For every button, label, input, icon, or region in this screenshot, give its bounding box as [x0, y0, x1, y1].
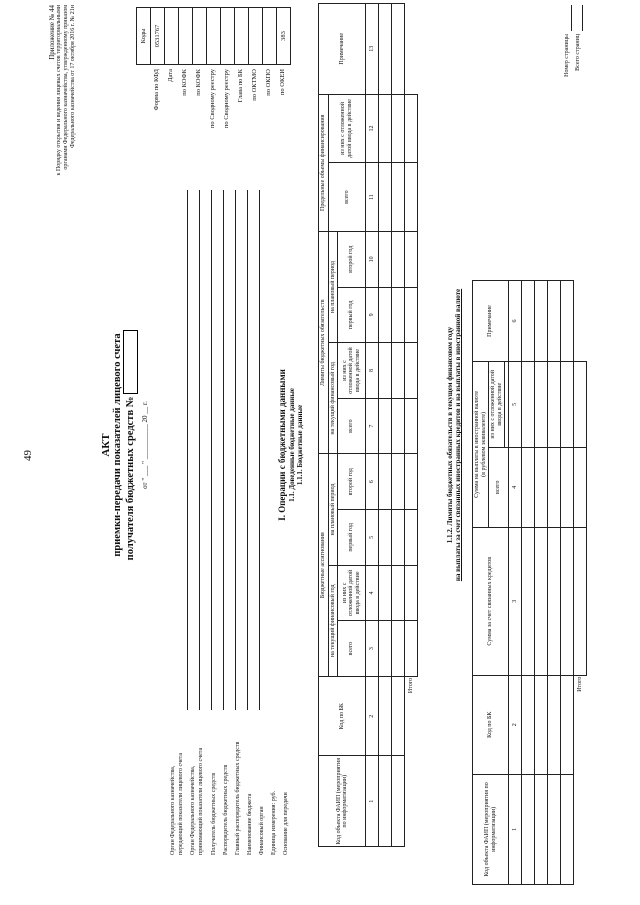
- field-label: Орган Федерального казначейства,: [190, 765, 196, 855]
- code-value[interactable]: [165, 8, 179, 65]
- col-number: 3: [366, 621, 379, 677]
- fx-limits-table: [472, 280, 587, 885]
- col-number: 5: [509, 361, 522, 447]
- code-label: Глава по БК: [237, 69, 244, 103]
- th-ba: Бюджетные ассигнования: [319, 454, 329, 676]
- appendix-title: Приложение № 44: [48, 5, 56, 60]
- appendix-line: к Порядку открытия и ведения лицевых счетов территориальными: [56, 5, 63, 176]
- col-number: 12: [366, 94, 379, 163]
- th-ba-plan: на плановый период: [328, 454, 338, 565]
- code-value[interactable]: [263, 8, 277, 65]
- col-number: 6: [509, 281, 522, 362]
- th-code-obj: Код объекта ФАИП (мероприятия по информатизации): [319, 756, 366, 847]
- field-line[interactable]: [247, 190, 248, 710]
- th-ba-incl: из них с отложенной датой ввода в действие: [338, 565, 366, 621]
- field-label: Основание для передачи: [283, 792, 289, 855]
- table-row[interactable]: [379, 4, 392, 847]
- footer-pages: [562, 5, 584, 125]
- field-label: принимающий показатели лицевого счета: [198, 747, 204, 855]
- col-number: 1: [509, 774, 522, 884]
- field-label: Орган Федерального казначейства,: [170, 765, 176, 855]
- field-label: Финансовый орган: [259, 806, 265, 855]
- th-code-bk: Код по БК: [319, 676, 366, 756]
- table-row[interactable]: [561, 281, 574, 885]
- col-number: 7: [366, 398, 379, 454]
- t2-th-sum-credit: Сумма за счет связанных кредитов: [473, 527, 509, 675]
- code-label: по КОФК: [195, 69, 202, 96]
- section112-heading: [446, 215, 463, 655]
- title-line3: получателя бюджетных средств №: [124, 396, 136, 561]
- table-row[interactable]: [548, 281, 561, 885]
- code-value[interactable]: [193, 8, 207, 65]
- appendix-line: Федерального казначейства от 17 октября 2016 г. № 21н: [70, 5, 77, 148]
- total-pages-label: Всего страниц: [575, 34, 582, 71]
- section1-sub1: 1.1. Доведенные бюджетные данные: [287, 388, 296, 502]
- section112-title2: на выплаты за счет связанных иностранных кредитов и на выплаты в иностранной валюте: [454, 288, 463, 582]
- title-line2: приемки-передачи показателей лицевого счета: [112, 333, 123, 557]
- section1-sub11: 1.1.1. Бюджетные данные: [296, 404, 305, 486]
- field-label: передающий показатели лицевого счета: [178, 752, 184, 855]
- col-number: 9: [366, 287, 379, 343]
- appendix-line: органами Федерального казначейства, утвержденному приказом: [63, 5, 70, 170]
- code-label: по ОКПО: [265, 69, 272, 96]
- th-note: Примечание: [319, 4, 366, 95]
- th-lbo-cur: на текущий финансовый год: [328, 343, 338, 454]
- code-value[interactable]: [221, 8, 235, 65]
- field-line[interactable]: [199, 190, 200, 710]
- th-ba-cur: на текущий финансовый год: [328, 565, 338, 676]
- code-label: по Сводному реестру: [223, 69, 230, 129]
- page-number: 49: [22, 450, 34, 461]
- section1-heading: [277, 245, 305, 645]
- field-label: Главный распорядитель бюджетных средств: [235, 741, 241, 855]
- col-number: 3: [509, 527, 522, 675]
- field-label: Распорядитель бюджетных средств: [223, 764, 229, 855]
- act-title: [100, 285, 149, 605]
- code-label: по Сводному реестру: [209, 69, 216, 129]
- field-line[interactable]: [211, 190, 212, 710]
- t2-th-sum-fx-text: Сумма на выплаты в иностранной валюте: [474, 391, 480, 498]
- col-number: 6: [366, 454, 379, 510]
- code-label: по КОФК: [181, 69, 188, 96]
- t2-th-code-obj: Код объекта ФАИП (мероприятия по информатизации): [473, 774, 509, 884]
- col-number: 5: [366, 510, 379, 566]
- codes-header: Коды: [137, 8, 151, 65]
- page-number-label: Номер страницы: [564, 34, 571, 77]
- t2-th-note: Примечание: [473, 281, 509, 362]
- field-line[interactable]: [187, 190, 188, 710]
- code-value[interactable]: 383: [277, 8, 291, 65]
- th-lbo-total: всего: [338, 398, 366, 454]
- code-value[interactable]: [207, 8, 221, 65]
- col-number: 4: [509, 447, 522, 527]
- code-value[interactable]: 0531767: [151, 8, 165, 65]
- th-ba-first: первый год: [338, 510, 366, 566]
- t2-total-label: Итого: [574, 675, 587, 884]
- field-line[interactable]: [235, 190, 236, 710]
- th-lbo-second: второй год: [338, 232, 366, 288]
- th-pof-incl: из них с отложенной датой ввода в действие: [328, 94, 366, 163]
- header-fields: [170, 665, 295, 855]
- th-lbo-first: первый год: [338, 287, 366, 343]
- budget-data-table: [318, 3, 418, 847]
- field-label: Наименование бюджета: [247, 793, 253, 855]
- col-number: 2: [366, 676, 379, 756]
- t2-th-incl: из них с отложенной датой ввода в действие: [489, 361, 505, 447]
- t2-th-sum-fx: [473, 361, 489, 527]
- codes-table: [136, 7, 291, 65]
- col-number: 2: [509, 675, 522, 774]
- total-row: [405, 4, 418, 847]
- code-value[interactable]: [249, 8, 263, 65]
- account-number-box[interactable]: [123, 330, 138, 394]
- appendix-block: [48, 5, 77, 260]
- codes-labels: [136, 69, 290, 157]
- total-pages-field[interactable]: [574, 5, 583, 31]
- table-row[interactable]: [522, 281, 535, 885]
- table-row[interactable]: [392, 4, 405, 847]
- col-number: 1: [366, 756, 379, 847]
- col-number: 13: [366, 4, 379, 95]
- code-label: по ОКЕИ: [279, 69, 286, 96]
- col-number: 8: [366, 343, 379, 399]
- col-number: 10: [366, 232, 379, 288]
- section1-title: I. Операции с бюджетными данными: [277, 369, 287, 521]
- col-number: 4: [366, 565, 379, 621]
- t2-th-code-bk: Код по БК: [473, 675, 509, 774]
- th-lbo-incl: из них с отложенной датой ввода в действие: [338, 343, 366, 399]
- code-value[interactable]: [235, 8, 249, 65]
- code-value[interactable]: [179, 8, 193, 65]
- code-label: Дата: [167, 69, 174, 82]
- th-lbo: Лимиты бюджетных обязательств: [319, 232, 329, 454]
- th-pof: Предельные объемы финансирования: [319, 94, 329, 231]
- field-label: Единица измерения: руб.: [271, 790, 277, 855]
- page-number-field[interactable]: [563, 5, 572, 31]
- th-pof-total: всего: [328, 163, 366, 232]
- field-line[interactable]: [259, 190, 260, 710]
- total-label: Итого: [405, 676, 418, 846]
- th-ba-total: всего: [338, 621, 366, 677]
- field-label: Получатель бюджетных средств: [211, 772, 217, 855]
- col-number: 11: [366, 163, 379, 232]
- th-ba-second: второй год: [338, 454, 366, 510]
- total-row: [574, 281, 587, 885]
- table-row[interactable]: [535, 281, 548, 885]
- t2-th-sum-fx-sub: (в рублевом эквиваленте): [480, 411, 487, 477]
- title-line1: АКТ: [100, 433, 112, 457]
- code-label: по ОКТМО: [251, 69, 258, 101]
- t2-th-total: всего: [489, 447, 509, 527]
- th-lbo-plan: на плановый период: [328, 232, 338, 343]
- section112-title1: 1.1.2. Лимиты бюджетных обязательств в текущем финансовом году: [446, 326, 454, 544]
- date-line: от " ___ " __________ 20 __ г.: [141, 401, 149, 489]
- field-line[interactable]: [223, 190, 224, 710]
- code-label: Форма по КФД: [153, 69, 160, 111]
